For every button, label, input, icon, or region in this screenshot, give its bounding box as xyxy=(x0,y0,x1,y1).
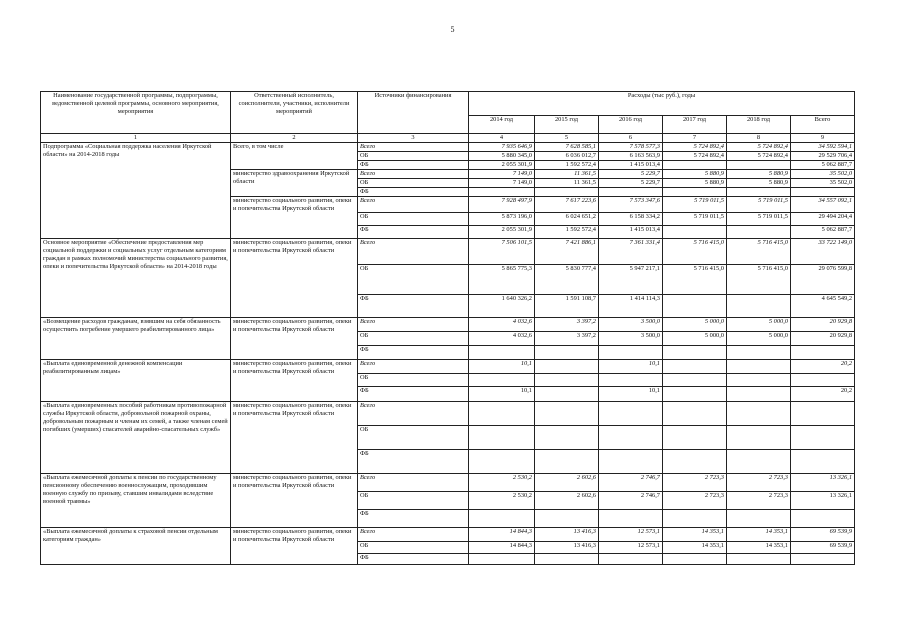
column-number: 9 xyxy=(791,134,855,143)
funding-source: ФБ xyxy=(358,188,469,197)
header-year: 2015 год xyxy=(535,116,599,134)
table-row xyxy=(41,402,855,426)
header-total: Всего xyxy=(791,116,855,134)
table-row xyxy=(41,528,855,542)
executor-name: министерство социального развития, опеки и попечительства Иркутской области xyxy=(231,318,358,360)
amount-cell: 5 719 011,5 xyxy=(727,197,791,213)
amount-cell xyxy=(727,426,791,450)
amount-cell: 2 602,6 xyxy=(535,474,599,492)
amount-cell xyxy=(727,387,791,402)
amount-cell: 5 880,9 xyxy=(663,179,727,188)
amount-cell: 29 494 204,4 xyxy=(791,213,855,226)
amount-cell xyxy=(663,426,727,450)
amount-cell: 29 076 599,8 xyxy=(791,265,855,295)
amount-cell xyxy=(663,188,727,197)
funding-source: ФБ xyxy=(358,510,469,528)
funding-source: ОБ xyxy=(358,332,469,346)
amount-cell: 5 716 415,0 xyxy=(663,239,727,265)
amount-cell: 69 539,9 xyxy=(791,528,855,542)
amount-cell: 2 746,7 xyxy=(599,492,663,510)
funding-source: ФБ xyxy=(358,554,469,565)
amount-cell: 11 361,5 xyxy=(535,170,599,179)
amount-cell: 14 844,3 xyxy=(469,528,535,542)
amount-cell: 14 353,1 xyxy=(663,542,727,554)
amount-cell: 4 032,6 xyxy=(469,332,535,346)
table-row xyxy=(41,143,855,152)
executor-name: министерство социального развития, опеки и попечительства Иркутской области xyxy=(231,197,358,239)
amount-cell: 35 502,0 xyxy=(791,179,855,188)
amount-cell: 34 592 594,1 xyxy=(791,143,855,152)
amount-cell: 7 928 497,9 xyxy=(469,197,535,213)
executor-name: министерство здравоохранения Иркутской области xyxy=(231,170,358,197)
column-number: 7 xyxy=(663,134,727,143)
amount-cell: 34 557 092,1 xyxy=(791,197,855,213)
amount-cell: 3 500,0 xyxy=(599,332,663,346)
amount-cell xyxy=(791,554,855,565)
amount-cell: 5 865 775,3 xyxy=(469,265,535,295)
funding-source: Всего xyxy=(358,528,469,542)
amount-cell: 5 062 887,7 xyxy=(791,226,855,239)
amount-cell xyxy=(727,554,791,565)
amount-cell xyxy=(663,402,727,426)
amount-cell: 5 947 217,1 xyxy=(599,265,663,295)
amount-cell: 3 397,2 xyxy=(535,332,599,346)
amount-cell: 7 361 331,4 xyxy=(599,239,663,265)
amount-cell: 20,2 xyxy=(791,360,855,374)
amount-cell: 5 873 196,0 xyxy=(469,213,535,226)
header-expenses: Расходы (тыс руб.), годы xyxy=(469,92,855,116)
amount-cell: 5 830 777,4 xyxy=(535,265,599,295)
funding-source: Всего xyxy=(358,170,469,179)
amount-cell xyxy=(727,402,791,426)
executor-name: министерство социального развития, опеки и попечительства Иркутской области xyxy=(231,474,358,528)
amount-cell xyxy=(469,374,535,387)
funding-source: Всего xyxy=(358,197,469,213)
amount-cell: 2 530,2 xyxy=(469,492,535,510)
amount-cell: 3 500,0 xyxy=(599,318,663,332)
amount-cell: 5 880,9 xyxy=(727,170,791,179)
funding-source: ФБ xyxy=(358,346,469,360)
amount-cell: 2 723,3 xyxy=(663,492,727,510)
amount-cell xyxy=(599,426,663,450)
funding-source: Всего xyxy=(358,360,469,374)
amount-cell: 7 421 886,1 xyxy=(535,239,599,265)
amount-cell xyxy=(663,360,727,374)
table-row xyxy=(41,239,855,265)
program-name: «Выплата ежемесячной доплаты к пенсии по государственному пенсионному обеспечению военнослужащим, проходившим военную службу по призыву, ставшим инвалидами вследствие военной травмы» xyxy=(41,474,231,528)
amount-cell: 20 929,8 xyxy=(791,332,855,346)
amount-cell xyxy=(599,450,663,474)
funding-source: ОБ xyxy=(358,152,469,161)
amount-cell xyxy=(535,346,599,360)
executor-name: министерство социального развития, опеки и попечительства Иркутской области xyxy=(231,402,358,474)
funding-source: Всего xyxy=(358,402,469,426)
program-name: Основное мероприятие «Обеспечение предоставления мер социальной поддержки и социальных услуг отдельным категориям граждан в рамках полномочий министерства социального развития, опеки и попечительства Иркутской области» на 2014-2018 годы xyxy=(41,239,231,318)
header-year: 2014 год xyxy=(469,116,535,134)
amount-cell xyxy=(599,402,663,426)
amount-cell xyxy=(727,450,791,474)
amount-cell xyxy=(663,226,727,239)
column-number: 8 xyxy=(727,134,791,143)
amount-cell: 5 724 892,4 xyxy=(727,152,791,161)
amount-cell: 11 361,5 xyxy=(535,179,599,188)
table-row xyxy=(41,318,855,332)
amount-cell: 5 000,0 xyxy=(727,318,791,332)
funding-source: ОБ xyxy=(358,542,469,554)
amount-cell: 5 716 415,0 xyxy=(727,239,791,265)
amount-cell: 12 573,1 xyxy=(599,542,663,554)
amount-cell: 7 935 646,9 xyxy=(469,143,535,152)
amount-cell xyxy=(727,346,791,360)
header-executor: Ответственный исполнитель, соисполнители, участники, исполнители мероприятий xyxy=(231,92,358,134)
amount-cell xyxy=(727,374,791,387)
amount-cell: 2 530,2 xyxy=(469,474,535,492)
program-name: «Возмещение расходов гражданам, взявшим на себя обязанность осуществить погребение умершего реабилитированного лица» xyxy=(41,318,231,360)
amount-cell: 5 000,0 xyxy=(663,332,727,346)
amount-cell: 1 592 572,4 xyxy=(535,226,599,239)
program-name: «Выплата единовременных пособий работникам противопожарной службы Иркутской области, добровольной пожарной охраны, добровольным пожарным и членам их семей, а также членам семей погибших (умерших) спасателей аварийно-спасательных служб» xyxy=(41,402,231,474)
amount-cell: 14 844,3 xyxy=(469,542,535,554)
amount-cell: 69 539,9 xyxy=(791,542,855,554)
amount-cell: 6 024 651,2 xyxy=(535,213,599,226)
amount-cell xyxy=(535,387,599,402)
funding-source: ФБ xyxy=(358,387,469,402)
executor-name: министерство социального развития, опеки и попечительства Иркутской области xyxy=(231,360,358,402)
amount-cell xyxy=(663,295,727,318)
amount-cell: 10,1 xyxy=(469,387,535,402)
program-name: «Выплата ежемесячной доплаты к страховой пенсии отдельным категориям граждан» xyxy=(41,528,231,565)
amount-cell: 2 723,3 xyxy=(727,474,791,492)
amount-cell: 20 929,8 xyxy=(791,318,855,332)
amount-cell: 10,1 xyxy=(599,387,663,402)
amount-cell: 7 149,0 xyxy=(469,170,535,179)
amount-cell: 5 880,9 xyxy=(727,179,791,188)
funding-source: ФБ xyxy=(358,450,469,474)
amount-cell: 3 397,2 xyxy=(535,318,599,332)
amount-cell xyxy=(791,374,855,387)
header-year: 2016 год xyxy=(599,116,663,134)
header-year: 2018 год xyxy=(727,116,791,134)
amount-cell: 2 602,6 xyxy=(535,492,599,510)
amount-cell: 5 062 887,7 xyxy=(791,161,855,170)
page-number: 5 xyxy=(450,25,455,34)
amount-cell: 4 032,6 xyxy=(469,318,535,332)
amount-cell: 13 416,3 xyxy=(535,528,599,542)
funding-source: ФБ xyxy=(358,226,469,239)
amount-cell: 6 158 334,2 xyxy=(599,213,663,226)
amount-cell xyxy=(469,450,535,474)
funding-source: Всего xyxy=(358,474,469,492)
budget-table xyxy=(40,91,855,565)
amount-cell xyxy=(727,161,791,170)
amount-cell: 2 055 301,9 xyxy=(469,226,535,239)
amount-cell xyxy=(727,360,791,374)
amount-cell xyxy=(599,188,663,197)
amount-cell: 6 163 563,9 xyxy=(599,152,663,161)
amount-cell xyxy=(663,510,727,528)
amount-cell: 2 746,7 xyxy=(599,474,663,492)
amount-cell: 35 502,0 xyxy=(791,170,855,179)
program-name: «Выплата единовременной денежной компенсации реабилитированным лицам» xyxy=(41,360,231,402)
table-row xyxy=(41,360,855,374)
amount-cell: 5 719 011,5 xyxy=(663,213,727,226)
amount-cell: 5 229,7 xyxy=(599,179,663,188)
amount-cell: 10,1 xyxy=(599,360,663,374)
amount-cell xyxy=(469,402,535,426)
column-number-row xyxy=(41,134,855,143)
amount-cell: 1 415 013,4 xyxy=(599,226,663,239)
amount-cell: 7 617 223,6 xyxy=(535,197,599,213)
amount-cell xyxy=(535,510,599,528)
amount-cell: 2 055 301,9 xyxy=(469,161,535,170)
amount-cell xyxy=(791,450,855,474)
amount-cell xyxy=(535,426,599,450)
amount-cell xyxy=(535,374,599,387)
amount-cell: 4 645 549,2 xyxy=(791,295,855,318)
amount-cell: 7 628 585,1 xyxy=(535,143,599,152)
amount-cell xyxy=(535,402,599,426)
funding-source: ФБ xyxy=(358,295,469,318)
amount-cell: 13 326,1 xyxy=(791,474,855,492)
amount-cell: 5 000,0 xyxy=(663,318,727,332)
amount-cell: 5 724 892,4 xyxy=(727,143,791,152)
amount-cell: 20,2 xyxy=(791,387,855,402)
amount-cell: 5 229,7 xyxy=(599,170,663,179)
amount-cell xyxy=(599,374,663,387)
amount-cell: 14 353,1 xyxy=(663,528,727,542)
funding-source: Всего xyxy=(358,239,469,265)
amount-cell xyxy=(791,346,855,360)
amount-cell: 2 723,3 xyxy=(663,474,727,492)
funding-source: ФБ xyxy=(358,161,469,170)
program-name: Подпрограмма «Социальная поддержка населения Иркутской области» на 2014-2018 годы xyxy=(41,143,231,239)
amount-cell xyxy=(469,510,535,528)
amount-cell xyxy=(535,360,599,374)
funding-source: Всего xyxy=(358,143,469,152)
amount-cell: 1 591 108,7 xyxy=(535,295,599,318)
amount-cell xyxy=(663,387,727,402)
amount-cell: 7 149,0 xyxy=(469,179,535,188)
amount-cell xyxy=(663,346,727,360)
amount-cell: 7 506 101,5 xyxy=(469,239,535,265)
amount-cell: 5 724 892,4 xyxy=(663,143,727,152)
amount-cell: 14 353,1 xyxy=(727,528,791,542)
amount-cell xyxy=(791,426,855,450)
amount-cell: 14 353,1 xyxy=(727,542,791,554)
amount-cell xyxy=(469,346,535,360)
amount-cell: 12 573,1 xyxy=(599,528,663,542)
amount-cell xyxy=(663,374,727,387)
amount-cell: 13 416,3 xyxy=(535,542,599,554)
column-number: 4 xyxy=(469,134,535,143)
header-year: 2017 год xyxy=(663,116,727,134)
amount-cell xyxy=(791,188,855,197)
amount-cell xyxy=(663,554,727,565)
amount-cell: 13 326,1 xyxy=(791,492,855,510)
amount-cell: 5 000,0 xyxy=(727,332,791,346)
table-row xyxy=(41,474,855,492)
amount-cell: 5 719 011,5 xyxy=(727,213,791,226)
funding-source: ОБ xyxy=(358,213,469,226)
amount-cell xyxy=(535,554,599,565)
amount-cell: 5 716 415,0 xyxy=(663,265,727,295)
amount-cell: 1 414 114,3 xyxy=(599,295,663,318)
column-number: 3 xyxy=(358,134,469,143)
amount-cell: 5 719 011,5 xyxy=(663,197,727,213)
amount-cell xyxy=(727,295,791,318)
amount-cell: 7 573 347,6 xyxy=(599,197,663,213)
column-number: 2 xyxy=(231,134,358,143)
amount-cell xyxy=(663,161,727,170)
funding-source: Всего xyxy=(358,318,469,332)
amount-cell: 5 716 415,0 xyxy=(727,265,791,295)
amount-cell: 1 592 572,4 xyxy=(535,161,599,170)
amount-cell xyxy=(727,188,791,197)
amount-cell xyxy=(469,188,535,197)
funding-source: ОБ xyxy=(358,179,469,188)
amount-cell xyxy=(599,510,663,528)
funding-source: ОБ xyxy=(358,374,469,387)
header-program: Наименование государственной программы, подпрограммы, ведомственной целевой программы, основного мероприятия, мероприятия xyxy=(41,92,231,134)
amount-cell: 2 723,3 xyxy=(727,492,791,510)
amount-cell: 33 722 149,0 xyxy=(791,239,855,265)
budget-body xyxy=(41,143,855,565)
amount-cell: 10,1 xyxy=(469,360,535,374)
amount-cell xyxy=(535,450,599,474)
amount-cell: 1 640 326,2 xyxy=(469,295,535,318)
amount-cell xyxy=(599,346,663,360)
amount-cell: 6 036 012,7 xyxy=(535,152,599,161)
amount-cell: 7 578 577,3 xyxy=(599,143,663,152)
amount-cell: 5 724 892,4 xyxy=(663,152,727,161)
amount-cell xyxy=(663,450,727,474)
amount-cell xyxy=(727,510,791,528)
executor-name: Всего, в том числе xyxy=(231,143,358,170)
funding-source: ОБ xyxy=(358,426,469,450)
funding-source: ОБ xyxy=(358,492,469,510)
amount-cell xyxy=(469,554,535,565)
column-number: 5 xyxy=(535,134,599,143)
amount-cell xyxy=(469,426,535,450)
executor-name: министерство социального развития, опеки и попечительства Иркутской области xyxy=(231,528,358,565)
amount-cell: 5 880 345,0 xyxy=(469,152,535,161)
funding-source: ОБ xyxy=(358,265,469,295)
header-source: Источники финансирования xyxy=(358,92,469,134)
amount-cell: 5 880,9 xyxy=(663,170,727,179)
amount-cell: 29 529 706,4 xyxy=(791,152,855,161)
column-number: 1 xyxy=(41,134,231,143)
amount-cell xyxy=(535,188,599,197)
amount-cell xyxy=(599,554,663,565)
amount-cell: 1 415 013,4 xyxy=(599,161,663,170)
amount-cell xyxy=(791,402,855,426)
amount-cell xyxy=(791,510,855,528)
column-number: 6 xyxy=(599,134,663,143)
executor-name: министерство социального развития, опеки и попечительства Иркутской области xyxy=(231,239,358,318)
amount-cell xyxy=(727,226,791,239)
